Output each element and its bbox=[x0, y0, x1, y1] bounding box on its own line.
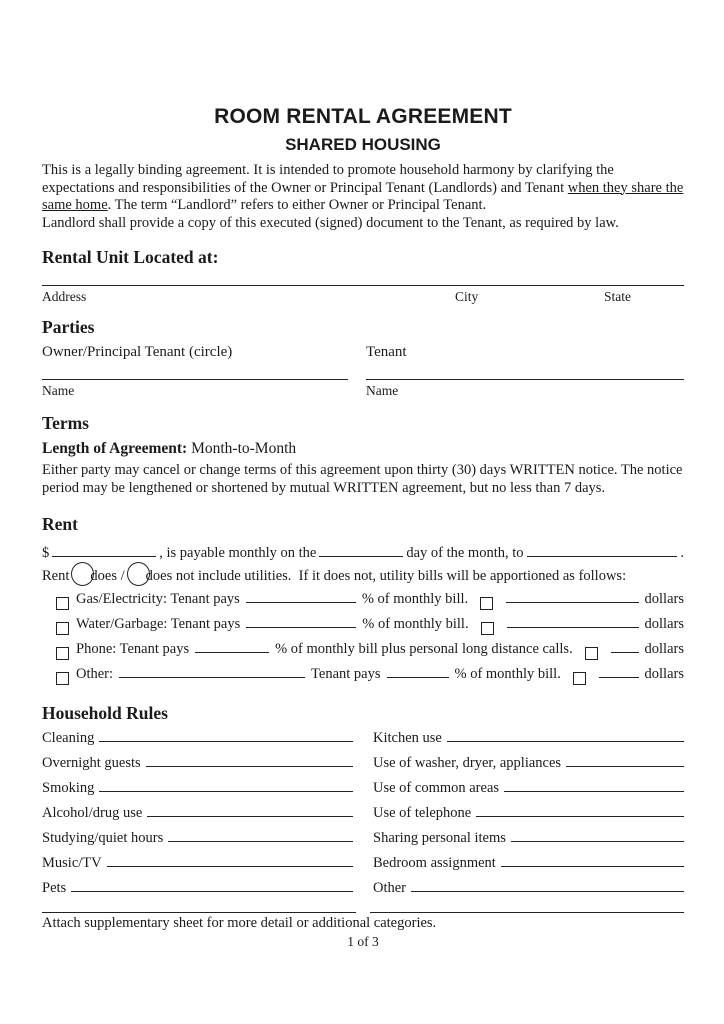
water-garbage-checkbox[interactable] bbox=[56, 622, 69, 635]
other-dollars-checkbox[interactable] bbox=[573, 672, 586, 685]
intro-text-before: This is a legally binding agreement. It is intended to promote household harmony by clarifying the expectations and responsibilities of the Owner or Principal Tenant (Landlords) and Tenant bbox=[42, 162, 614, 196]
terms-heading: Terms bbox=[42, 413, 89, 434]
tenant-column bbox=[366, 343, 684, 399]
rent-payee-blank[interactable] bbox=[527, 556, 678, 557]
intro-text-after: . The term “Landlord” refers to either Owner or Principal Tenant. bbox=[107, 197, 487, 214]
tenant-name-label: Name bbox=[366, 383, 399, 399]
other-rule-label: Other bbox=[373, 879, 407, 896]
sharing-personal-items-row bbox=[373, 830, 684, 855]
phone-label: Phone: Tenant pays bbox=[76, 640, 190, 657]
music-tv-row bbox=[42, 855, 353, 880]
rent-payable-text: , is payable monthly on the bbox=[159, 544, 317, 561]
kitchen-use-label: Kitchen use bbox=[373, 729, 442, 746]
pets-row bbox=[42, 880, 353, 905]
water-garbage-row bbox=[42, 616, 684, 641]
address-label: Address bbox=[42, 289, 87, 305]
smoking-label: Smoking bbox=[42, 779, 95, 796]
overnight-guests-label: Overnight guests bbox=[42, 754, 141, 771]
phone-row bbox=[42, 641, 684, 666]
attach-note: Attach supplementary sheet for more detail or additional categories. bbox=[42, 914, 437, 931]
smoking-blank[interactable] bbox=[99, 791, 353, 792]
washer-dryer-row bbox=[373, 755, 684, 780]
other-rule-row bbox=[373, 880, 684, 905]
water-dollars-text: dollars bbox=[644, 615, 684, 632]
gas-electricity-row bbox=[42, 591, 684, 616]
telephone-blank[interactable] bbox=[476, 816, 684, 817]
length-label: Length of Agreement: bbox=[42, 440, 188, 458]
supplementary-blank-left[interactable] bbox=[42, 912, 356, 913]
supplementary-blank-right[interactable] bbox=[370, 912, 684, 913]
cleaning-label: Cleaning bbox=[42, 729, 95, 746]
does-not-text[interactable]: does not include utilities. If it does not, utility bills will be apportioned as follows: bbox=[145, 567, 627, 584]
studying-quiet-hours-row bbox=[42, 830, 353, 855]
other-percent-text: % of monthly bill. bbox=[454, 665, 561, 682]
city-label: City bbox=[455, 289, 479, 305]
other-checkbox[interactable] bbox=[56, 672, 69, 685]
sharing-personal-items-blank[interactable] bbox=[511, 841, 684, 842]
pets-label: Pets bbox=[42, 879, 67, 896]
common-areas-label: Use of common areas bbox=[373, 779, 500, 796]
tenant-label: Tenant bbox=[366, 344, 407, 361]
rental-unit-heading: Rental Unit Located at: bbox=[42, 247, 219, 268]
address-labels-row bbox=[42, 286, 684, 305]
bedroom-assignment-label: Bedroom assignment bbox=[373, 854, 496, 871]
water-dollars-checkbox[interactable] bbox=[481, 622, 494, 635]
other-label: Other: bbox=[76, 665, 114, 682]
phone-percent-blank[interactable] bbox=[195, 652, 269, 653]
household-right-column bbox=[373, 730, 684, 905]
washer-dryer-blank[interactable] bbox=[566, 766, 684, 767]
rent-word: Rent bbox=[42, 567, 70, 584]
intro-paragraph bbox=[42, 162, 684, 215]
utilities-option-line bbox=[42, 562, 684, 587]
household-rules-grid bbox=[42, 730, 684, 905]
phone-dollars-checkbox[interactable] bbox=[585, 647, 598, 660]
owner-name-label: Name bbox=[42, 383, 75, 399]
slash-separator: / bbox=[120, 567, 125, 584]
rent-day-blank[interactable] bbox=[319, 556, 403, 557]
document-title: ROOM RENTAL AGREEMENT bbox=[214, 105, 512, 128]
gas-dollars-text: dollars bbox=[644, 590, 684, 607]
bedroom-assignment-row bbox=[373, 855, 684, 880]
gas-dollars-checkbox[interactable] bbox=[480, 597, 493, 610]
page-number: 1 of 3 bbox=[347, 933, 379, 949]
parties-section bbox=[42, 343, 684, 399]
length-value: Month-to-Month bbox=[187, 440, 297, 458]
other-dollars-text: dollars bbox=[644, 665, 684, 682]
phone-dollars-blank[interactable] bbox=[611, 652, 639, 653]
smoking-row bbox=[42, 780, 353, 805]
bedroom-assignment-blank[interactable] bbox=[501, 866, 684, 867]
common-areas-row bbox=[373, 780, 684, 805]
alcohol-drug-use-blank[interactable] bbox=[147, 816, 353, 817]
other-utility-row bbox=[42, 666, 684, 691]
kitchen-use-blank[interactable] bbox=[447, 741, 684, 742]
telephone-label: Use of telephone bbox=[373, 804, 472, 821]
document-subtitle: SHARED HOUSING bbox=[285, 135, 441, 154]
owner-column bbox=[42, 343, 348, 399]
music-tv-blank[interactable] bbox=[107, 866, 353, 867]
studying-quiet-hours-label: Studying/quiet hours bbox=[42, 829, 164, 846]
pets-blank[interactable] bbox=[71, 891, 353, 892]
water-dollars-blank[interactable] bbox=[507, 627, 639, 628]
dollar-sign: $ bbox=[42, 544, 50, 561]
length-of-agreement-line bbox=[42, 439, 684, 458]
rent-amount-line bbox=[42, 544, 684, 562]
washer-dryer-label: Use of washer, dryer, appliances bbox=[373, 754, 562, 771]
gas-dollars-blank[interactable] bbox=[506, 602, 638, 603]
phone-dollars-text: dollars bbox=[644, 640, 684, 657]
other-description-blank[interactable] bbox=[119, 677, 305, 678]
water-percent-blank[interactable] bbox=[246, 627, 356, 628]
gas-electricity-label: Gas/Electricity: Tenant pays bbox=[76, 590, 240, 607]
water-percent-text: % of monthly bill. bbox=[362, 615, 469, 632]
other-dollars-blank[interactable] bbox=[599, 677, 639, 678]
gas-percent-blank[interactable] bbox=[246, 602, 356, 603]
state-label: State bbox=[604, 289, 631, 305]
terms-body: Either party may cancel or change terms of this agreement upon thirty (30) days WRITTEN notice. The notice period may be lengthened or shortened by mutual WRITTEN agreement, but no less than 7 days. bbox=[42, 462, 683, 496]
rent-line-period: . bbox=[680, 544, 684, 561]
alcohol-drug-use-row bbox=[42, 805, 353, 830]
alcohol-drug-use-label: Alcohol/drug use bbox=[42, 804, 143, 821]
utility-apportionment-rows bbox=[42, 591, 684, 691]
owner-label[interactable]: Owner/Principal Tenant (circle) bbox=[42, 344, 233, 361]
kitchen-use-row bbox=[373, 730, 684, 755]
overnight-guests-blank[interactable] bbox=[146, 766, 353, 767]
studying-quiet-hours-blank[interactable] bbox=[168, 841, 353, 842]
common-areas-blank[interactable] bbox=[504, 791, 684, 792]
gas-percent-text: % of monthly bill. bbox=[361, 590, 469, 607]
water-garbage-label: Water/Garbage: Tenant pays bbox=[76, 615, 241, 632]
sharing-personal-items-label: Sharing personal items bbox=[373, 829, 506, 846]
parties-heading: Parties bbox=[42, 317, 95, 338]
music-tv-label: Music/TV bbox=[42, 854, 102, 871]
phone-percent-text: % of monthly bill plus personal long distance calls. bbox=[275, 640, 573, 657]
cleaning-row bbox=[42, 730, 353, 755]
other-rule-blank[interactable] bbox=[411, 891, 684, 892]
intro-underlined-text: when they share the same home bbox=[42, 179, 684, 214]
other-tenant-pays-text: Tenant pays bbox=[311, 665, 381, 682]
intro-law-note: Landlord shall provide a copy of this executed (signed) document to the Tenant, as required by law. bbox=[42, 214, 619, 231]
gas-electricity-checkbox[interactable] bbox=[56, 597, 69, 610]
telephone-row bbox=[373, 805, 684, 830]
other-percent-blank[interactable] bbox=[387, 677, 449, 678]
household-left-column bbox=[42, 730, 353, 905]
rent-amount-blank[interactable] bbox=[52, 556, 156, 557]
cleaning-blank[interactable] bbox=[99, 741, 353, 742]
does-text[interactable]: does bbox=[90, 567, 121, 584]
rent-payto-text: day of the month, to bbox=[406, 544, 524, 561]
household-rules-heading: Household Rules bbox=[42, 702, 168, 723]
overnight-guests-row bbox=[42, 755, 353, 780]
phone-checkbox[interactable] bbox=[56, 647, 69, 660]
rent-heading: Rent bbox=[42, 513, 78, 534]
